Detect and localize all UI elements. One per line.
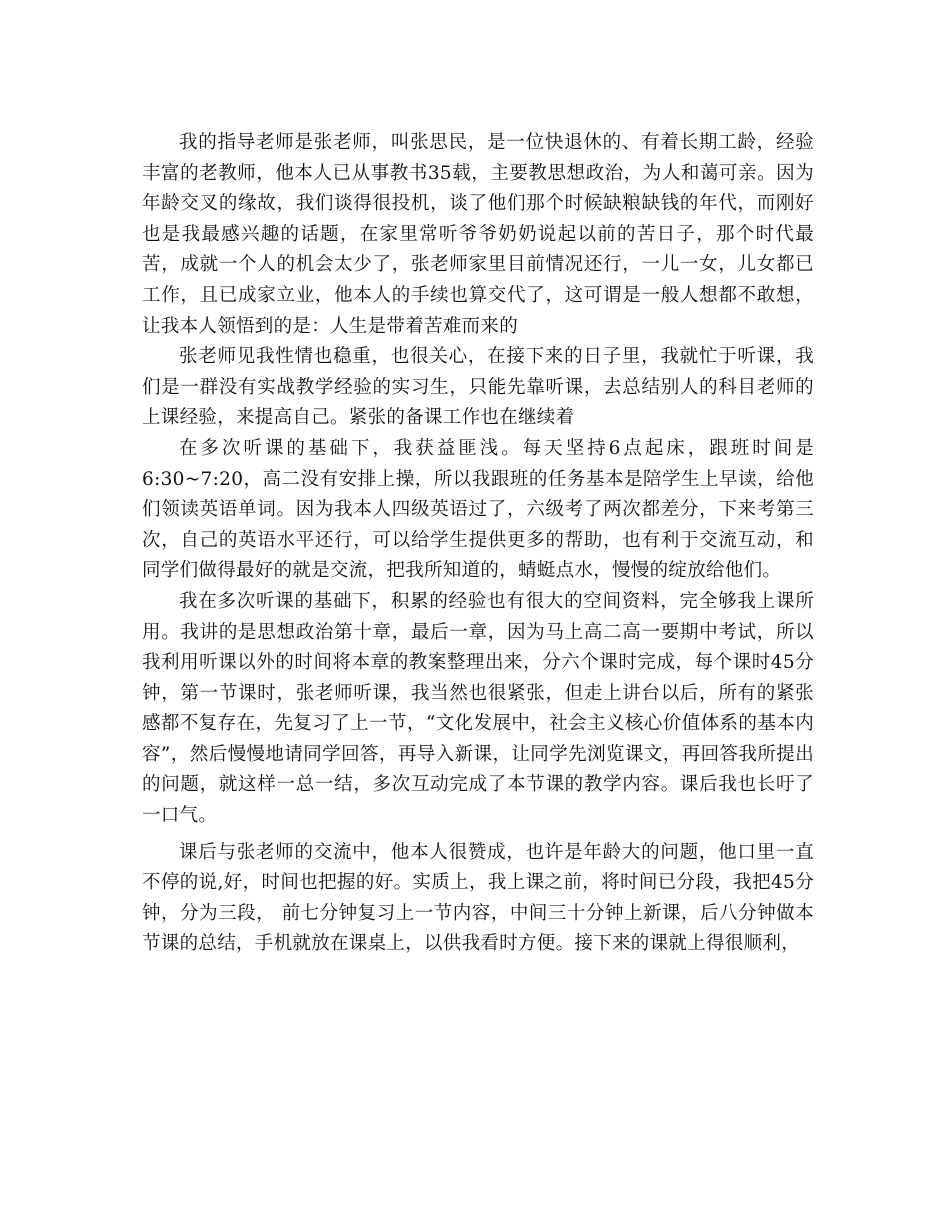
paragraph: 课后与张老师的交流中，他本人很赞成，也许是年龄大的问题，他口里一直不停的说,好，时间也把握的好。实质上，我上课之前，将时间已分段，我把45分钟，分为三段， 前七分钟复习上一节内容，中间三十分钟上新课，后八分钟做本节课的总结，手机就放在课桌上，以供我看时方便。接下来的课就上得很顺利， [142, 841, 814, 955]
paragraph: 我在多次听课的基础下，积累的经验也有很大的空间资料，完全够我上课所用。我讲的是思想政治第十章，最后一章，因为马上高二高一要期中考试，所以我利用听课以外的时间将本章的教案整理出来，分六个课时完成，每个课时45分钟，第一节课时，张老师听课，我当然也很紧张，但走上讲台以后，所有的紧张感都不复存在，先复习了上一节，“文化发展中，社会主义核心价值体系的基本内容”，然后慢慢地请同学回答，再导入新课，让同学先浏览课文，再回答我所提出的问题，就这样一总一结，多次互动完成了本节课的教学内容。课后我也长吁了一口气。 [142, 590, 814, 827]
paragraph: 我的指导老师是张老师，叫张思民，是一位快退休的、有着长期工龄，经验丰富的老教师，他本人已从事教书35载，主要教思想政治，为人和蔼可亲。因为年龄交叉的缘故，我们谈得很投机，谈了他们那个时候缺粮缺钱的年代，而刚好也是我最感兴趣的话题，在家里常听爷爷奶奶说起以前的苦日子，那个时代最苦，成就一个人的机会太少了，张老师家里目前情况还行，一儿一女，儿女都已工作，且已成家立业，他本人的手续也算交代了，这可谓是一般人想都不敢想，让我本人领悟到的是：人生是带着苦难而来的 [142, 132, 814, 337]
document-body [142, 128, 814, 960]
paragraph: 张老师见我性情也稳重，也很关心，在接下来的日子里，我就忙于听课，我们是一群没有实战教学经验的实习生，只能先靠听课，去总结别人的科目老师的上课经验，来提高自己。紧张的备课工作也在继续着 [142, 346, 814, 429]
paragraph: 在多次听课的基础下，我获益匪浅。每天坚持6点起床，跟班时间是6:30~7:20，高二没有安排上操，所以我跟班的任务基本是陪学生上早读，给他们领读英语单词。因为我本人四级英语过了，六级考了两次都差分，下来考第三次，自己的英语水平还行，可以给学生提供更多的帮助，也有利于交流互动，和同学们做得最好的就是交流，把我所知道的，蜻蜓点水，慢慢的绽放给他们。 [142, 437, 814, 582]
